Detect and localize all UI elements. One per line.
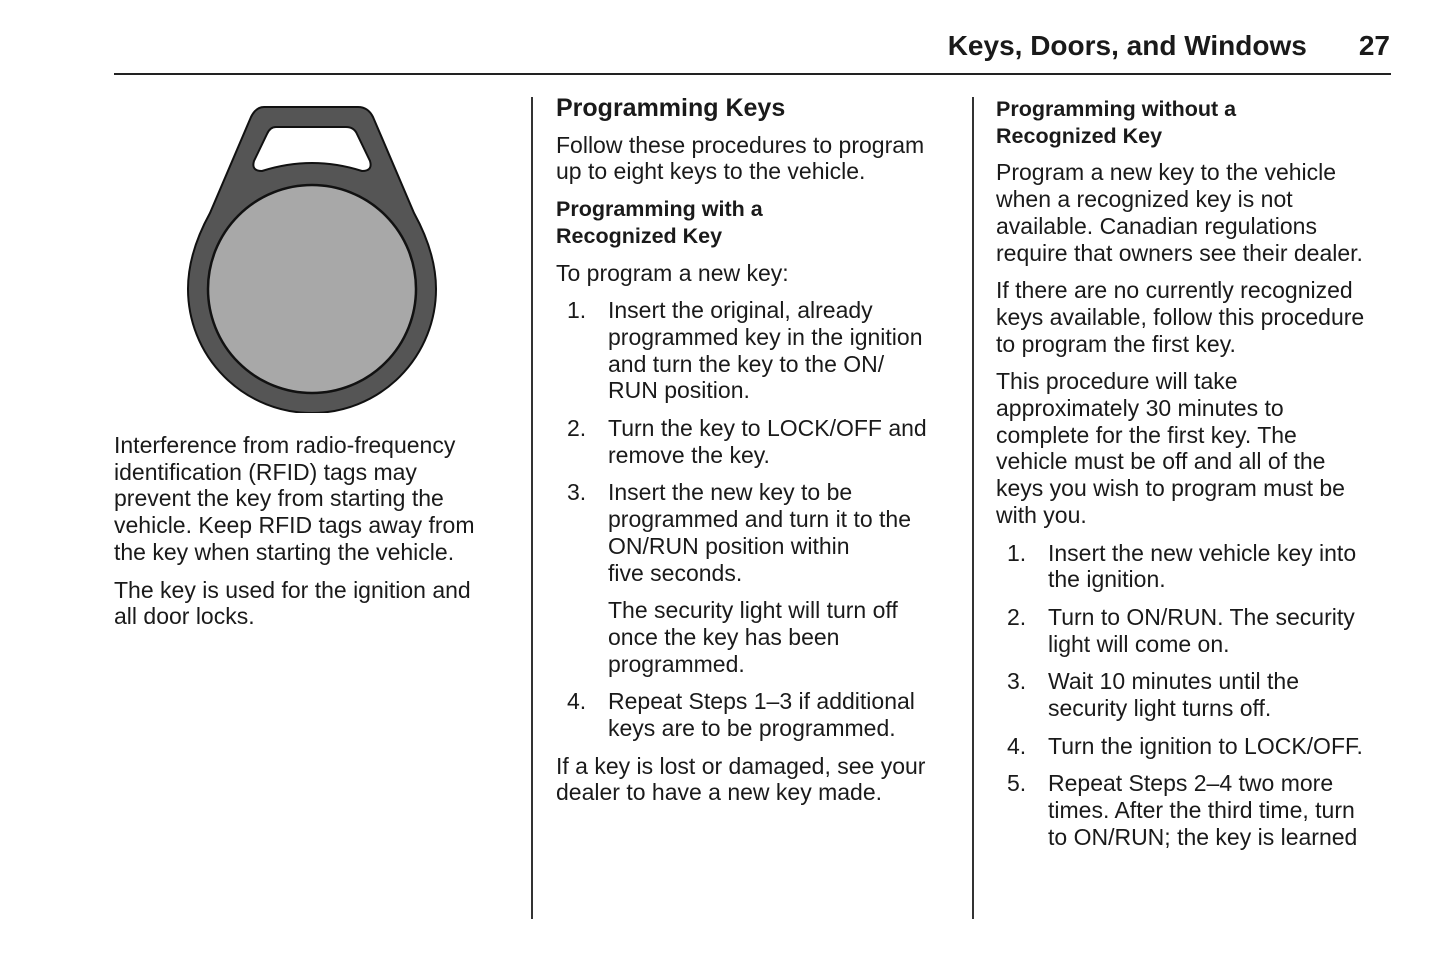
page-number: 27 [1358,30,1390,61]
column-divider [972,97,974,919]
rfid-interference-paragraph: Interference from radio-frequency identification (RFID) tags may prevent the key from starting the vehicle. Keep RFID tags away from the key when starting the vehicle. [114,432,475,565]
running-header [948,30,1390,62]
section-heading: Programming Keys [556,94,786,122]
closing-paragraph: If a key is lost or damaged, see your dealer to have a new key made. [556,752,926,806]
paragraph: This procedure will take approximately 30 minutes to complete for the first key. The vehicle must be off and all of the keys you wish to program must be with you. [996,368,1345,528]
subheading: Programming without a Recognized Key [996,97,1237,148]
column-divider [531,97,533,919]
list-number: 4. [1007,732,1027,759]
rfid-key-fob-illustration [186,103,438,413]
paragraph: If there are no currently recognized keys available, follow this procedure to program the first key. [996,277,1365,357]
list-item [556,297,961,404]
intro-paragraph: Follow these procedures to program up to eight keys to the vehicle. [556,131,925,185]
list-text: Turn the key to LOCK/OFF and remove the key. [608,415,927,468]
list-item [556,688,961,741]
section-title: Keys, Doors, and Windows [947,30,1307,61]
list-text: Turn the ignition to LOCK/OFF. [1048,732,1363,759]
paragraph: Program a new key to the vehicle when a recognized key is not available. Canadian regulations require that owners see their dealer. [996,159,1363,266]
list-text: Insert the new key to be programmed and turn it to the ON/RUN position within five seconds. [608,479,911,586]
list-text: Insert the new vehicle key into the ignition. [1048,539,1357,593]
list-number: 3. [1007,668,1027,695]
lead-paragraph: To program a new key: [556,259,789,286]
list-text: Insert the original, already programmed key in the ignition and turn the key to the ON/ RUN position. [608,297,923,404]
list-text: Repeat Steps 2–4 two more times. After the third time, turn to ON/RUN; the key is learned [1048,770,1358,850]
column-1 [114,432,514,641]
list-number: 1. [567,297,587,324]
column-2 [556,95,961,817]
header-rule [114,73,1391,75]
list-text: Turn to ON/RUN. The security light will come on. [1048,603,1355,657]
list-text: Repeat Steps 1–3 if additional keys are to be programmed. [608,688,915,742]
list-number: 4. [567,688,587,715]
list-number: 1. [1007,539,1027,566]
list-item [996,770,1396,850]
key-usage-paragraph: The key is used for the ignition and all door locks. [114,576,471,630]
list-item [556,415,961,468]
list-number: 3. [567,479,587,506]
subheading: Programming with a Recognized Key [556,197,763,248]
list-text: Wait 10 minutes until the security light turns off. [1048,668,1299,722]
step-note: The security light will turn off once the key has been programmed. [608,597,898,677]
list-item [556,479,961,586]
list-number: 2. [1007,603,1027,630]
list-item [996,540,1396,593]
list-item [996,604,1396,657]
list-number: 2. [567,415,587,442]
list-number: 5. [1007,770,1027,797]
list-item [996,668,1396,721]
column-3 [996,96,1396,862]
list-item [996,733,1396,760]
